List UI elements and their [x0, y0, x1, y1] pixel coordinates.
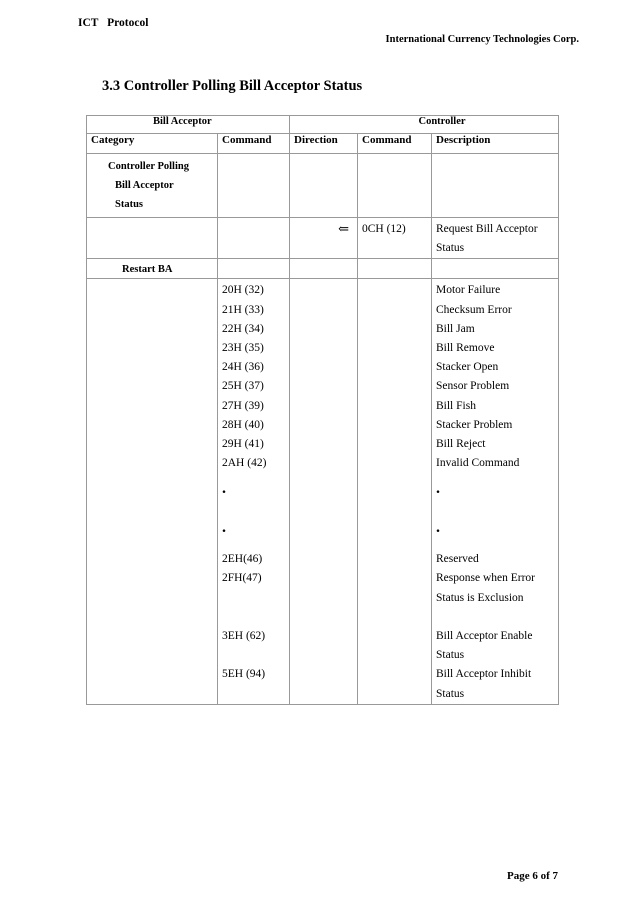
- table-row-restart: [87, 259, 559, 279]
- empty-cell: [290, 279, 358, 704]
- empty-cell: [218, 259, 290, 279]
- category-line: Status: [115, 199, 144, 211]
- table-row-request-status: [87, 218, 559, 259]
- status-description: Invalid Command: [436, 457, 520, 470]
- group-controller: Controller: [290, 116, 559, 134]
- column-header-direction: Direction: [290, 134, 358, 154]
- group-bill-acceptor: Bill Acceptor: [87, 116, 290, 134]
- status-description: Stacker Open: [436, 361, 499, 374]
- controller-command: 0CH (12): [362, 223, 406, 235]
- category-line: Restart BA: [122, 264, 173, 276]
- empty-cell: [358, 259, 432, 279]
- empty-cell: [290, 154, 358, 218]
- status-command: 29H (41): [222, 438, 264, 451]
- empty-cell: [218, 218, 290, 259]
- empty-cell: [290, 259, 358, 279]
- status-command: 3EH (62): [222, 630, 266, 643]
- status-command: 21H (33): [222, 303, 264, 316]
- protocol-table: [86, 115, 559, 705]
- status-command: 2FH(47): [222, 572, 262, 585]
- status-description: Bill Remove: [436, 342, 495, 355]
- description-line: Request Bill Acceptor: [436, 223, 538, 235]
- table-group-header-row: [87, 116, 559, 134]
- status-description: Bill Fish: [436, 399, 476, 412]
- status-command: 24H (36): [222, 361, 264, 374]
- spacer: [222, 646, 285, 665]
- empty-cell: [432, 154, 559, 218]
- status-description: Motor Failure: [436, 284, 501, 297]
- status-description: Status: [436, 687, 465, 700]
- status-command: 25H (37): [222, 380, 264, 393]
- table-row-status-codes: [87, 279, 559, 704]
- status-description: Bill Acceptor Inhibit: [436, 668, 532, 681]
- status-description: Bill Acceptor Enable: [436, 630, 533, 643]
- status-command: 2AH (42): [222, 457, 267, 470]
- category-restart: [87, 259, 218, 279]
- table-column-header-row: [87, 134, 559, 154]
- column-header-category: Category: [87, 134, 218, 154]
- status-description: Bill Reject: [436, 438, 486, 451]
- left-arrow-icon: ⇐: [338, 221, 349, 236]
- status-description: Status is Exclusion: [436, 591, 524, 604]
- status-command: 2EH(46): [222, 553, 263, 566]
- category-line: Bill Acceptor: [115, 180, 174, 192]
- status-description-list: [432, 279, 559, 704]
- empty-cell: [87, 279, 218, 704]
- section-title: 3.3 Controller Polling Bill Acceptor Status: [102, 78, 363, 94]
- empty-cell: [87, 218, 218, 259]
- status-description: Reserved: [436, 553, 479, 566]
- page-number: Page 6 of 7: [506, 870, 558, 882]
- direction-cell: [290, 218, 358, 259]
- status-command: 22H (34): [222, 322, 264, 335]
- status-command: 27H (39): [222, 399, 264, 412]
- table-row-polling-category: [87, 154, 559, 218]
- category-line: Controller Polling: [108, 161, 189, 172]
- status-description: Bill Jam: [436, 322, 475, 335]
- ellipsis-dot: .: [222, 518, 226, 536]
- document-header-left: ICT Protocol: [78, 17, 149, 29]
- status-description: Checksum Error: [436, 303, 512, 316]
- spacer: [436, 608, 554, 627]
- empty-cell: [358, 279, 432, 704]
- status-description: Response when Error: [436, 572, 536, 585]
- ellipsis-dot: .: [436, 480, 440, 498]
- document-header-company: International Currency Technologies Corp.: [385, 34, 579, 45]
- controller-command-cell: [358, 218, 432, 259]
- ba-command-list: [218, 279, 290, 704]
- request-description-cell: [432, 218, 559, 259]
- empty-cell: [358, 154, 432, 218]
- status-command: 5EH (94): [222, 668, 266, 681]
- category-controller-polling: [87, 154, 218, 218]
- status-command: 20H (32): [222, 284, 264, 297]
- status-description: Stacker Problem: [436, 418, 513, 431]
- column-header-description: Description: [432, 134, 559, 154]
- status-command: 23H (35): [222, 342, 264, 355]
- column-header-command-ba: Command: [218, 134, 290, 154]
- empty-cell: [218, 154, 290, 218]
- spacer: [222, 589, 285, 627]
- empty-cell: [432, 259, 559, 279]
- status-description: Sensor Problem: [436, 380, 510, 393]
- ellipsis-dot: .: [222, 480, 226, 498]
- column-header-command-controller: Command: [358, 134, 432, 154]
- ellipsis-dot: .: [436, 518, 440, 536]
- status-command: 28H (40): [222, 418, 264, 431]
- status-description: Status: [436, 649, 465, 662]
- description-line: Status: [436, 242, 465, 255]
